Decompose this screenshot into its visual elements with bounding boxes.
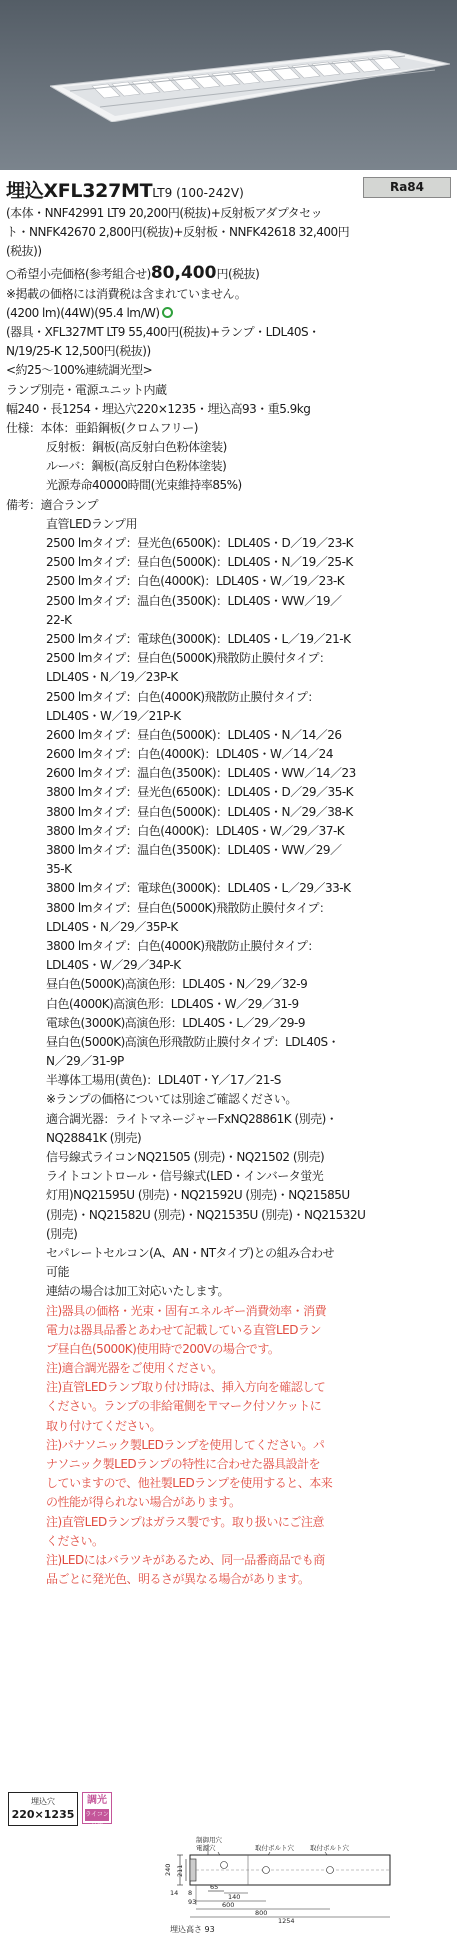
text-line: 適合調光器：ライトマネージャーFxNQ28861K (別売)・ [46, 1111, 338, 1126]
text-line: 連結の場合は加工対応いたします。 [46, 1284, 230, 1299]
text-line: 仕様：本体：亜鉛鋼板(クロムフリー) [6, 420, 198, 435]
label-93: 93 [188, 1898, 197, 1906]
dimming-badge [82, 1792, 112, 1830]
price-line [6, 262, 452, 285]
note-line: ください。 [46, 1533, 104, 1548]
note-line: プ昼白色(5000K)使用時で200Vの場合です。 [46, 1341, 280, 1356]
text-line: NQ28841K (別売) [46, 1130, 142, 1145]
label-140: 140 [228, 1893, 241, 1901]
fixture-illustration [50, 50, 450, 122]
label-65: 65 [210, 1883, 219, 1891]
text-line: 白色(4000K)高演色形：LDL40S・W／29／31-9 [46, 996, 299, 1011]
product-title [6, 176, 244, 203]
text-line: 35-K [46, 862, 72, 877]
text-line: 備考：適合ランプ [6, 497, 99, 512]
drawing-caption: 埋込高さ 93 [170, 1925, 215, 1934]
text-line: ランプ別売・電源ユニット内蔵 [6, 382, 167, 397]
price-tax: 円(税抜) [216, 266, 260, 281]
label-bolt-hole-1: 取付ボルト穴 [255, 1844, 294, 1852]
label-power-hole: 電源穴 [196, 1844, 216, 1852]
text-line: 2500 lmタイプ：電球色(3000K)：LDL40S・L／19／21-K [46, 631, 351, 646]
text-line: 昼白色(5000K)高演色形：LDL40S・N／29／32-9 [46, 977, 308, 992]
text-line: 光源寿命40000時間(光束維持率85%) [46, 478, 242, 493]
label-240: 240 [164, 1863, 172, 1876]
text-line: 直管LEDランプ用 [46, 516, 138, 531]
text-line: 2500 lmタイプ：温白色(3500K)：LDL40S・WW／19／ [46, 593, 342, 608]
note-line: ナソニック製LEDランプの特性に合わせた器具設計を [46, 1457, 321, 1471]
cutout-size-box [8, 1792, 78, 1826]
text-line: (器具・XFL327MT LT9 55,400円(税抜)+ランプ・LDL40S・ [6, 324, 320, 339]
text-line: 幅240・長1254・埋込穴220×1235・埋込高93・重5.9kg [6, 401, 311, 416]
text-line: 信号線式ライコンNQ21505 (別売)・NQ21502 (別売) [46, 1150, 325, 1164]
note-line: 注)直管LEDランプはガラス製です。取り扱いにご注意 [46, 1514, 324, 1529]
text-line: 22-K [46, 612, 72, 627]
note-line: 電力は器具品番とあわせて記載している直管LEDラン [46, 1322, 322, 1337]
note-line: 注)パナソニック製LEDランプを使用してください。パ [46, 1437, 325, 1452]
text-line: 3800 lmタイプ：電球色(3000K)：LDL40S・L／29／33-K [46, 881, 351, 896]
label-14: 14 [170, 1889, 179, 1897]
text-line: 2500 lmタイプ：白色(4000K)：LDL40S・W／19／23-K [46, 574, 345, 589]
note-line: 注)LEDにはバラツキがあるため、同一品番商品でも商 [46, 1552, 325, 1567]
dimension-drawing [160, 1835, 455, 1935]
text-line: 電球色(3000K)高演色形：LDL40S・L／29／29-9 [46, 1015, 305, 1030]
label-211: 211 [176, 1864, 184, 1877]
text-line: 昼白色(5000K)高演色形飛散防止膜付タイプ：LDL40S・ [46, 1034, 340, 1049]
text-line: 2500 lmタイプ：昼白色(5000K)飛散防止膜付タイプ： [46, 651, 331, 666]
lumen-text: (4200 lm)(44W)(95.4 lm/W) [6, 305, 160, 320]
text-line: 2600 lmタイプ：温白色(3500K)：LDL40S・WW／14／23 [46, 766, 356, 781]
text-line: (別売) [46, 1226, 78, 1241]
text-line: 3800 lmタイプ：白色(4000K)飛散防止膜付タイプ： [46, 938, 319, 953]
text-line: 2600 lmタイプ：昼白色(5000K)：LDL40S・N／14／26 [46, 727, 342, 742]
text-line: 反射板：鋼板(高反射白色粉体塗装) [46, 440, 227, 455]
text-line: 3800 lmタイプ：昼白色(5000K)飛散防止膜付タイプ： [46, 900, 331, 915]
text-line: ルーバ：鋼板(高反射白色粉体塗装) [46, 459, 227, 474]
model-number: 埋込XFL327MT [6, 180, 153, 202]
text-line: N/19/25-K 12,500円(税抜)) [6, 344, 151, 359]
text-line: セパレートセルコン(A、AN・NTタイプ)との組み合わせ [46, 1245, 335, 1260]
text-line: 3800 lmタイプ：白色(4000K)：LDL40S・W／29／37-K [46, 823, 345, 838]
text-line: <約25～100%連続調光型> [6, 363, 153, 378]
text-line: 3800 lmタイプ：昼白色(5000K)：LDL40S・N／29／38-K [46, 804, 353, 819]
cutout-label: 埋込穴 [31, 1797, 55, 1806]
text-line: ト・NNFK42670 2,800円(税抜)+反射板・NNFK42618 32,400円 [6, 225, 350, 240]
text-line: ※ランプの価格については別途ご確認ください。 [46, 1092, 297, 1107]
led-mark-icon [162, 307, 173, 318]
title-row [6, 176, 451, 202]
note-line: 品ごとに発光色、明るさが異なる場合があります。 [46, 1572, 310, 1587]
text-line: 3800 lmタイプ：温白色(3500K)：LDL40S・WW／29／ [46, 843, 342, 857]
note-line: ください。ランプの非給電側を〒マーク付ソケットに [46, 1399, 322, 1414]
label-800: 800 [255, 1909, 268, 1917]
note-line: 取り付けてください。 [46, 1418, 162, 1433]
model-suffix: LT9 (100-242V) [152, 186, 244, 200]
text-line: 可能 [46, 1265, 70, 1280]
text-line: 2500 lmタイプ：白色(4000K)飛散防止膜付タイプ： [46, 689, 319, 704]
dimming-label: 調光 [87, 1795, 107, 1806]
text-line: 3800 lmタイプ：昼光色(6500K)：LDL40S・D／29／35-K [46, 785, 354, 800]
text-line: LDL40S・W／29／34P-K [46, 958, 181, 973]
text-line: (税抜)) [6, 244, 42, 259]
price-note: ※掲載の価格には消費税は含まれていません。 [6, 286, 247, 301]
text-line: LDL40S・N／29／35P-K [46, 919, 178, 934]
text-line: (本体・NNF42991 LT9 20,200円(税抜)+反射板アダプタセッ [6, 206, 323, 220]
text-line: 2600 lmタイプ：白色(4000K)：LDL40S・W／14／24 [46, 747, 333, 762]
lumen-line [6, 304, 452, 323]
label-signal-hole: 制御用穴 [196, 1836, 222, 1844]
note-line: していますので、他社製LEDランプを使用すると、本来 [46, 1476, 333, 1491]
text-line: LDL40S・N／19／23P-K [46, 670, 178, 685]
label-8: 8 [188, 1889, 193, 1897]
label-600: 600 [222, 1901, 235, 1909]
product-photo [0, 0, 457, 170]
label-bolt-hole-2: 取付ボルト穴 [310, 1844, 349, 1852]
note-line: 注)直管LEDランプ取り付け時は、挿入方向を確認して [46, 1380, 326, 1395]
label-1254: 1254 [278, 1917, 295, 1925]
text-line: LDL40S・W／19／21P-K [46, 708, 181, 723]
dimension-svg [160, 1835, 455, 1935]
note-line: 注)器具の価格・光束・固有エネルギー消費効率・消費 [46, 1303, 327, 1318]
note-line: 注)適合調光器をご使用ください。 [46, 1361, 223, 1376]
note-line: の性能が得られない場合があります。 [46, 1495, 241, 1510]
text-line: (別売)・NQ21582U (別売)・NQ21535U (別売)・NQ21532U [46, 1207, 366, 1222]
spec-text [6, 204, 452, 1589]
dimming-sub: ライコン対応 [85, 1811, 109, 1830]
price-value: 80,400 [150, 262, 217, 283]
cutout-value: 220×1235 [11, 1808, 75, 1821]
text-line: 灯用)NQ21595U (別売)・NQ21592U (別売)・NQ21585U [46, 1188, 350, 1203]
price-label: ○希望小売価格(参考組合せ) [6, 266, 151, 281]
text-line: N／29／31-9P [46, 1054, 124, 1069]
text-line: ライトコントロール・信号線式(LED・インバータ蛍光 [46, 1169, 324, 1184]
text-line: 半導体工場用(黄色)：LDL40T・Y／17／21-S [46, 1073, 281, 1088]
text-line: 2500 lmタイプ：昼白色(5000K)：LDL40S・N／19／25-K [46, 555, 353, 570]
text-line: 2500 lmタイプ：昼光色(6500K)：LDL40S・D／19／23-K [46, 536, 354, 550]
ra-badge: Ra84 [363, 177, 451, 198]
